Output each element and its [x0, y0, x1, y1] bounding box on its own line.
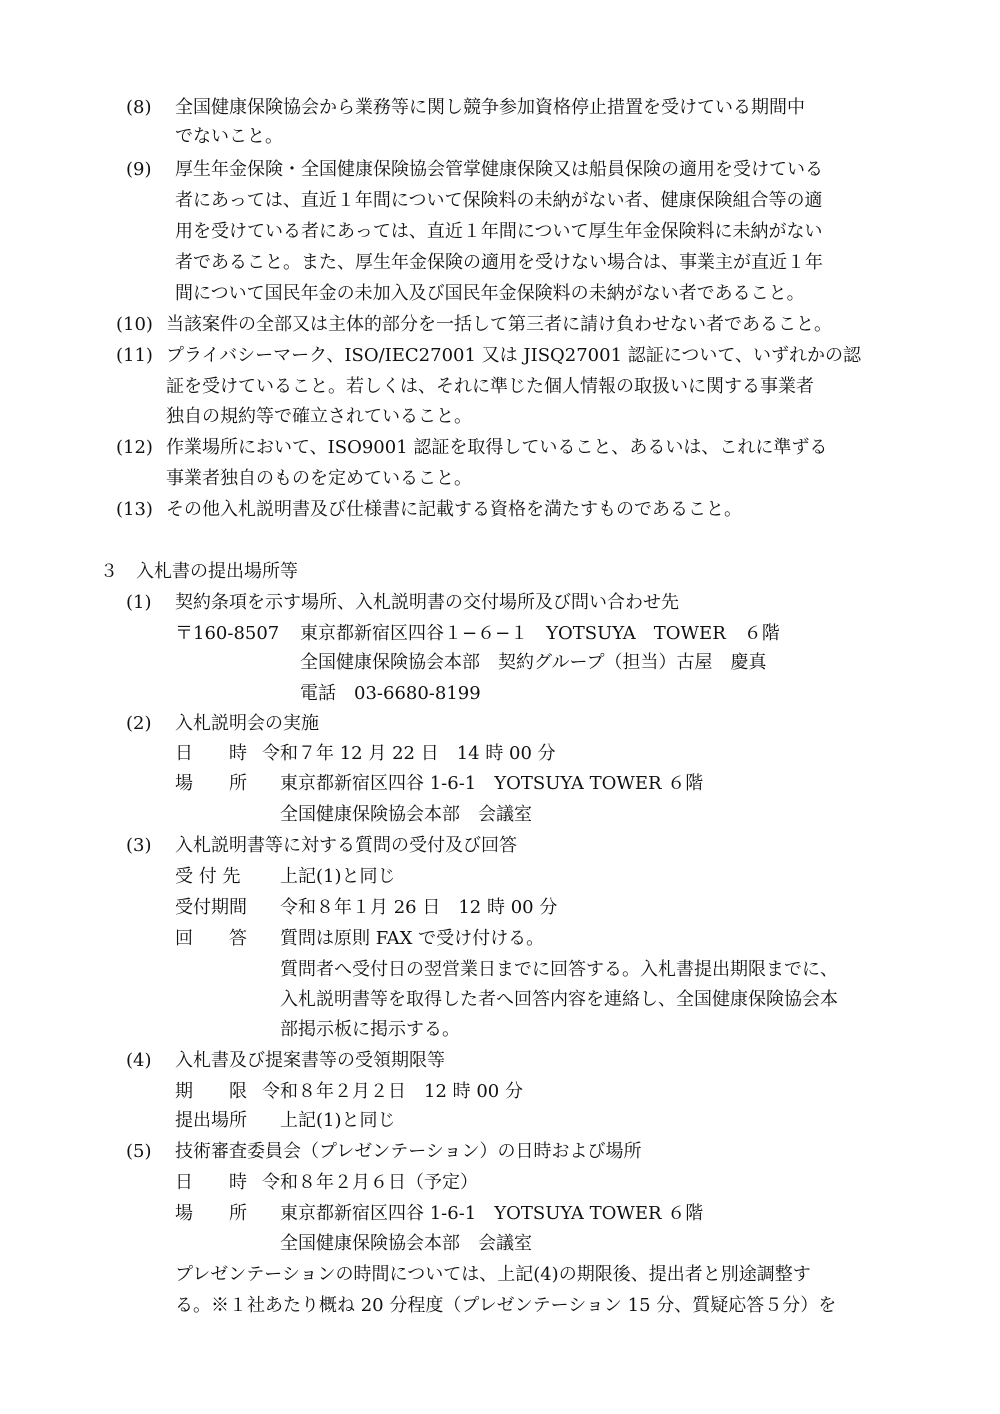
briefing-date-value: 令和７年 12 月 22 日 14 時 00 分 — [262, 743, 556, 764]
submit-place-value: 上記(1)と同じ — [280, 1110, 396, 1131]
sub-3-title: 入札説明書等に対する質問の受付及び回答 — [175, 835, 517, 856]
item-9-line-1: 厚生年金保険・全国健康保険協会管掌健康保険又は船員保険の適用を受けている — [175, 159, 823, 180]
item-11-line-2: 証を受けていること。若しくは、それに準じた個人情報の取扱いに関する事業者 — [166, 376, 814, 397]
answer-line-2: 質問者へ受付日の翌営業日までに回答する。入札書提出期限までに、 — [280, 959, 838, 980]
answer-line-4: 部掲示板に掲示する。 — [280, 1019, 460, 1040]
postal-code: 〒160-8507 — [175, 623, 280, 644]
answer-label: 回 答 — [175, 928, 247, 949]
item-13-number: (13) — [116, 499, 153, 520]
sub-4-title: 入札書及び提案書等の受領期限等 — [175, 1050, 445, 1071]
contact-address: 東京都新宿区四谷１−６−１ YOTSUYA TOWER ６階 — [300, 623, 780, 644]
section-3-title: 入札書の提出場所等 — [136, 561, 298, 582]
item-8-number: (8) — [126, 97, 152, 118]
sub-2-number: (2) — [126, 713, 152, 734]
item-9-line-3: 用を受けている者にあっては、直近１年間について厚生年金保険料に未納がない — [175, 221, 823, 242]
item-10-line-1: 当該案件の全部又は主体的部分を一括して第三者に請け負わせない者であること。 — [166, 314, 832, 335]
sub-1-title: 契約条項を示す場所、入札説明書の交付場所及び問い合わせ先 — [175, 592, 679, 613]
sub-1-number: (1) — [126, 592, 152, 613]
item-12-line-1: 作業場所において、ISO9001 認証を取得していること、あるいは、これに準ずる — [166, 437, 828, 458]
item-13-line-1: その他入札説明書及び仕様書に記載する資格を満たすものであること。 — [166, 499, 742, 520]
presentation-place-value: 東京都新宿区四谷 1-6-1 YOTSUYA TOWER ６階 — [280, 1203, 704, 1224]
deadline-value: 令和８年２月２日 12 時 00 分 — [262, 1081, 523, 1102]
item-9-number: (9) — [126, 159, 152, 180]
presentation-date-value: 令和８年２月６日（予定） — [262, 1172, 478, 1193]
item-11-line-1: プライバシーマーク、ISO/IEC27001 又は JISQ27001 認証について、いずれかの認 — [166, 345, 862, 366]
contact-phone: 電話 03-6680-8199 — [300, 683, 481, 704]
briefing-place-label: 場 所 — [175, 773, 247, 794]
item-12-line-2: 事業者独自のものを定めていること。 — [166, 468, 472, 489]
briefing-place-value-2: 全国健康保険協会本部 会議室 — [280, 804, 532, 825]
submit-place-label: 提出場所 — [175, 1110, 247, 1131]
presentation-note-line-1: プレゼンテーションの時間については、上記(4)の期限後、提出者と別途調整す — [175, 1264, 811, 1285]
item-11-line-3: 独自の規約等で確立されていること。 — [166, 406, 472, 427]
briefing-place-value: 東京都新宿区四谷 1-6-1 YOTSUYA TOWER ６階 — [280, 773, 704, 794]
item-11-number: (11) — [116, 345, 153, 366]
presentation-note-line-2: る。※１社あたり概ね 20 分程度（プレゼンテーション 15 分、質疑応答５分）を — [175, 1295, 837, 1316]
question-period-label: 受付期間 — [175, 897, 247, 918]
contact-organization: 全国健康保険協会本部 契約グループ（担当）古屋 慶真 — [300, 652, 767, 673]
item-8-line-1: 全国健康保険協会から業務等に関し競争参加資格停止措置を受けている期間中 — [175, 97, 805, 118]
question-period-value: 令和８年１月 26 日 12 時 00 分 — [280, 897, 558, 918]
item-9-line-5: 間について国民年金の未加入及び国民年金保険料の未納がない者であること。 — [175, 283, 805, 304]
question-recipient-value: 上記(1)と同じ — [280, 866, 396, 887]
answer-line-3: 入札説明書等を取得した者へ回答内容を連絡し、全国健康保険協会本 — [280, 989, 838, 1010]
sub-4-number: (4) — [126, 1050, 152, 1071]
deadline-label: 期 限 — [175, 1081, 247, 1102]
item-9-line-4: 者であること。また、厚生年金保険の適用を受けない場合は、事業主が直近１年 — [175, 252, 823, 273]
presentation-place-label: 場 所 — [175, 1203, 247, 1224]
section-3-number: ３ — [100, 561, 118, 582]
question-recipient-label: 受 付 先 — [175, 866, 241, 887]
presentation-date-label: 日 時 — [175, 1172, 247, 1193]
sub-2-title: 入札説明会の実施 — [175, 713, 319, 734]
sub-3-number: (3) — [126, 835, 152, 856]
presentation-place-value-2: 全国健康保険協会本部 会議室 — [280, 1233, 532, 1254]
sub-5-number: (5) — [126, 1141, 152, 1162]
item-12-number: (12) — [116, 437, 153, 458]
briefing-date-label: 日 時 — [175, 743, 247, 764]
item-8-line-2: でないこと。 — [175, 126, 283, 147]
item-10-number: (10) — [116, 314, 153, 335]
item-9-line-2: 者にあっては、直近１年間について保険料の未納がない者、健康保険組合等の適 — [175, 190, 823, 211]
sub-5-title: 技術審査委員会（プレゼンテーション）の日時および場所 — [175, 1141, 642, 1162]
answer-line-1: 質問は原則 FAX で受け付ける。 — [280, 928, 545, 949]
